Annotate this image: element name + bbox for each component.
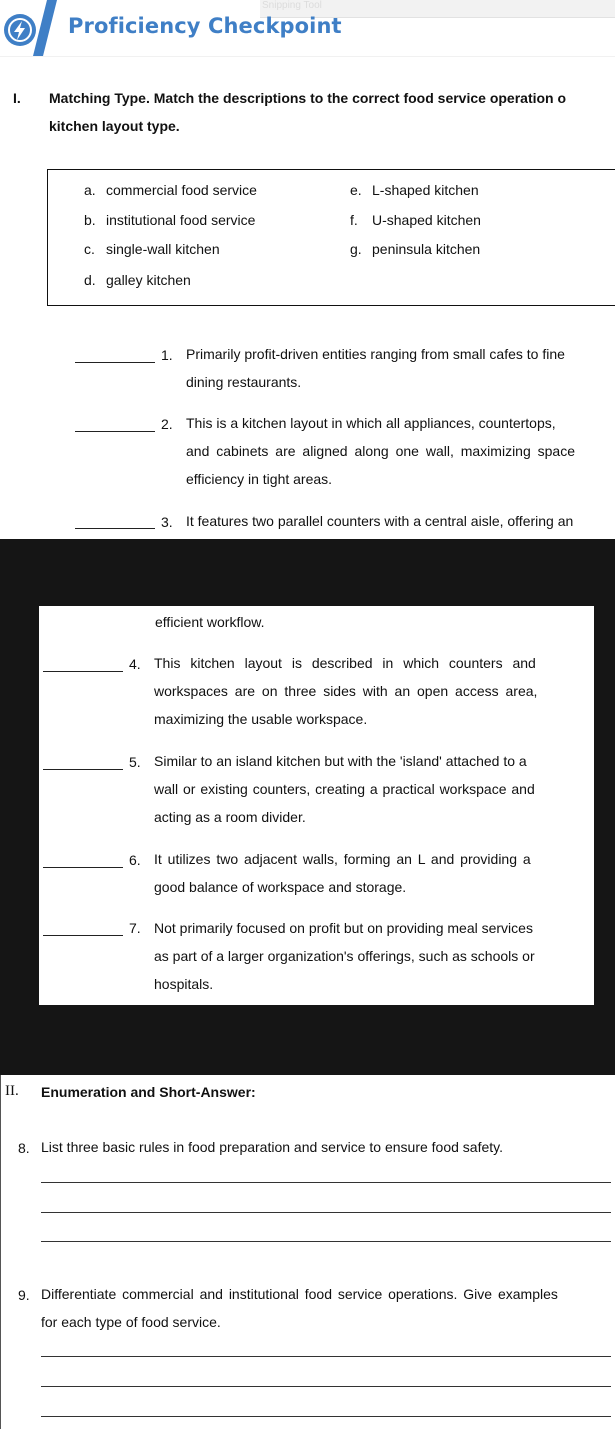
answer-blank-3[interactable]	[75, 528, 155, 529]
question-9-line-2: for each type of food service.	[41, 1314, 221, 1330]
page-margin-line	[0, 1075, 1, 1429]
section-1-heading-line2: kitchen layout type.	[49, 118, 180, 134]
answer-line-8-1[interactable]	[41, 1182, 611, 1183]
item-4-line-2: workspaces are on three sides with an open access area,	[154, 683, 538, 699]
item-number-4: 4.	[129, 656, 141, 672]
item-7-line-3: hospitals.	[154, 976, 214, 992]
answer-blank-4[interactable]	[43, 671, 123, 672]
answer-blank-6[interactable]	[43, 867, 123, 868]
question-number-9: 9.	[18, 1287, 30, 1303]
item-7-line-1: Not primarily focused on profit but on providing meal services	[154, 920, 533, 936]
snipping-tool-label: Snipping Tool	[262, 0, 322, 11]
item-6-line-1: It utilizes two adjacent walls, forming an L and providing a	[154, 851, 531, 867]
section-2-number: II.	[5, 1083, 19, 1099]
item-number-5: 5.	[129, 754, 141, 770]
item-5-line-1: Similar to an island kitchen but with the 'island' attached to a	[154, 753, 527, 769]
answer-blank-7[interactable]	[43, 935, 123, 936]
section-2-heading: Enumeration and Short-Answer:	[41, 1084, 256, 1100]
choice-d: d. galley kitchen	[84, 272, 191, 288]
item-6-line-2: good balance of workspace and storage.	[154, 879, 407, 895]
answer-line-9-2[interactable]	[41, 1386, 611, 1387]
item-3-line-2: efficient workflow.	[155, 614, 265, 630]
choice-c: c. single-wall kitchen	[84, 241, 220, 257]
item-4-line-3: maximizing the usable workspace.	[154, 711, 368, 727]
answer-line-8-2[interactable]	[41, 1212, 611, 1213]
answer-blank-5[interactable]	[43, 769, 123, 770]
question-9-line-1: Differentiate commercial and institutional food service operations. Give examples	[41, 1286, 558, 1302]
item-3-line-1: It features two parallel counters with a central aisle, offering an	[186, 513, 574, 529]
item-7-line-2: as part of a larger organization's offerings, such as schools or	[154, 948, 535, 964]
item-number-2: 2.	[161, 416, 173, 432]
question-number-8: 8.	[18, 1140, 30, 1156]
item-number-3: 3.	[161, 514, 173, 530]
section-1-heading-line1: Matching Type. Match the descriptions to the correct food service operation o	[49, 90, 567, 106]
choice-a: a. commercial food service	[84, 182, 257, 198]
answer-line-9-3[interactable]	[41, 1416, 611, 1417]
header-divider	[0, 56, 615, 57]
answer-line-8-3[interactable]	[41, 1241, 611, 1242]
choice-f: f. U-shaped kitchen	[350, 212, 481, 228]
item-1-line-1: Primarily profit-driven entities ranging from small cafes to fine	[186, 346, 565, 362]
item-number-6: 6.	[129, 852, 141, 868]
lightning-bolt-icon	[2, 12, 38, 48]
answer-blank-2[interactable]	[75, 431, 155, 432]
item-4-line-1: This kitchen layout is described in which counters and	[154, 655, 536, 671]
item-5-line-3: acting as a room divider.	[154, 809, 306, 825]
page-title: Proficiency Checkpoint	[68, 14, 342, 38]
item-2-line-3: efficiency in tight areas.	[186, 471, 333, 487]
section-1-number: I.	[13, 90, 21, 106]
choice-e: e. L-shaped kitchen	[350, 182, 479, 198]
choice-g: g. peninsula kitchen	[350, 241, 481, 257]
item-number-7: 7.	[129, 920, 141, 936]
answer-blank-1[interactable]	[75, 362, 155, 363]
item-number-1: 1.	[161, 347, 173, 363]
item-2-line-2: and cabinets are aligned along one wall, maximizing space	[186, 443, 575, 459]
answer-line-9-1[interactable]	[41, 1356, 611, 1357]
item-1-line-2: dining restaurants.	[186, 374, 302, 390]
question-8-line-1: List three basic rules in food preparation and service to ensure food safety.	[41, 1139, 504, 1155]
item-2-line-1: This is a kitchen layout in which all appliances, countertops,	[186, 415, 556, 431]
choice-b: b. institutional food service	[84, 212, 256, 228]
item-5-line-2: wall or existing counters, creating a practical workspace and	[154, 781, 535, 797]
